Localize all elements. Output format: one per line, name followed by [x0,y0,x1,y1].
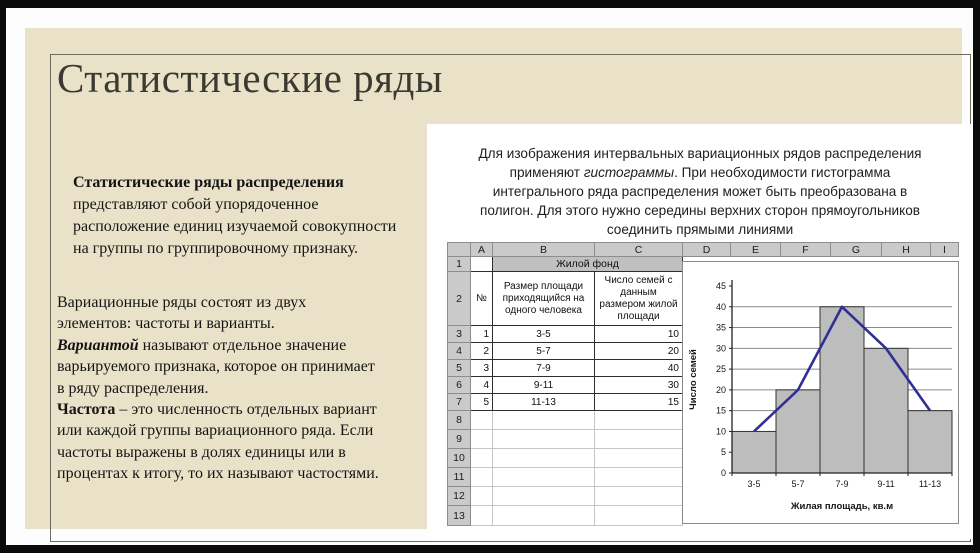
sheet-empty-cell [471,506,493,526]
sheet-empty-cell [493,430,595,449]
sheet-empty-cell [471,468,493,487]
sheet-cell [471,257,493,272]
sheet-row-header: 6 [448,377,471,394]
sheet-cell: 2 [471,343,493,360]
x-axis-title: Жилая площадь, кв.м [790,501,894,512]
sheet-cell: 11-13 [493,394,595,411]
sheet-empty-cell [471,449,493,468]
histogram-bar [864,348,908,473]
sheet-col-header: E [731,243,781,257]
text-line: процентах к итогу, то их называют частостями. [57,465,379,483]
text-line: Для изображения интервальных вариационных рядов распределения [478,146,922,161]
text-line: Статистические ряды распределения [73,174,344,191]
sheet-header-cell: Размер площади приходящийся на одного человека [493,272,595,326]
x-tick-label: 3-5 [747,479,761,489]
sheet-empty-cell [595,487,683,506]
text-line: частоты выражены в долях единицы или в [57,443,346,461]
x-tick-label: 9-11 [877,479,895,489]
x-tick-label: 7-9 [835,479,849,489]
text-line: Вариантой называют отдельное значение [57,336,347,354]
text-line: применяют гистограммы. При необходимости гистограмма [509,165,891,180]
sheet-col-header: G [831,243,882,257]
sheet-row-header: 13 [448,506,471,526]
sheet-empty-cell [471,430,493,449]
sheet-row-header: 4 [448,343,471,360]
sheet-cell: 5 [471,394,493,411]
sheet-row-header: 12 [448,487,471,506]
y-axis-title: Число семей [688,349,699,410]
sheet-header-cell: Число семей с данным размером жилой площади [595,272,683,326]
text-line: интегрального ряда распределения может быть преобразована в [492,184,908,199]
histogram-bar [820,307,864,473]
sheet-row-header: 11 [448,468,471,487]
y-tick-label: 30 [715,343,726,354]
x-tick-label: 11-13 [918,479,942,489]
x-tick-label: 5-7 [791,479,805,489]
sheet-cell: 15 [595,394,683,411]
sheet-title-cell: Жилой фонд [493,257,683,272]
text-line: элементов: частоты и варианты. [57,315,275,333]
sheet-cell: 7-9 [493,360,595,377]
sheet-row-header: 3 [448,326,471,343]
sheet-cell: 9-11 [493,377,595,394]
histogram-bar [732,431,776,473]
sheet-row-header: 5 [448,360,471,377]
y-tick-label: 0 [720,468,726,478]
sheet-empty-cell [493,487,595,506]
sheet-cell: 20 [595,343,683,360]
histogram-svg [683,262,958,523]
sheet-empty-cell [493,468,595,487]
histogram-bar [776,390,820,473]
sheet-cell: 40 [595,360,683,377]
text-line: или каждой группы вариационного ряда. Если [57,422,374,440]
y-tick-label: 5 [720,447,726,458]
sheet-empty-cell [595,449,683,468]
sheet-row-header: 10 [448,449,471,468]
sheet-cell: 10 [595,326,683,343]
y-tick-label: 35 [715,322,726,333]
text-line: на группы по группировочному признаку. [73,240,359,257]
y-tick-label: 10 [715,426,726,437]
sheet-empty-cell [493,506,595,526]
y-tick-label: 15 [715,405,726,416]
text-line: расположение единиц изучаемой совокупности [73,218,397,235]
sheet-col-header: I [931,243,959,257]
text-line: полигон. Для этого нужно середины верхних сторон прямоугольников [479,203,921,218]
histogram-bar [908,411,952,473]
y-tick-label: 25 [715,364,726,375]
variation-series-paragraph [57,292,477,485]
text-line: представляют собой упорядоченное [73,196,319,213]
y-tick-label: 45 [715,281,726,291]
definition-paragraph [73,172,463,260]
sheet-col-header: B [493,243,595,257]
sheet-cell: 30 [595,377,683,394]
slide [25,28,962,529]
sheet-row-header: 2 [448,272,471,326]
sheet-col-header: D [683,243,731,257]
page-background [6,8,973,545]
sheet-col-header: C [595,243,683,257]
sheet-cell: 3-5 [493,326,595,343]
histogram-chart [682,261,959,524]
sheet-empty-cell [471,487,493,506]
sheet-empty-cell [595,506,683,526]
text-line: в ряду распределения. [57,379,209,397]
sheet-empty-cell [493,411,595,430]
sheet-row-header: 9 [448,430,471,449]
sheet-empty-cell [471,411,493,430]
sheet-row-header: 8 [448,411,471,430]
sheet-empty-cell [493,449,595,468]
sheet-row-header: 7 [448,394,471,411]
y-tick-label: 20 [715,384,726,395]
sheet-corner [448,243,471,257]
sheet-row-header: 1 [448,257,471,272]
slide-title: Статистические ряды [57,55,443,101]
sheet-empty-cell [595,430,683,449]
sheet-col-header: A [471,243,493,257]
content-panel [427,124,973,539]
text-line: соединить прямыми линиями [606,222,794,237]
y-tick-label: 40 [715,301,726,312]
sheet-cell: 5-7 [493,343,595,360]
text-line: варьируемого признака, которое он принимает [57,358,375,376]
sheet-header-cell: № [471,272,493,326]
sheet-cell: 3 [471,360,493,377]
sheet-empty-cell [595,411,683,430]
sheet-col-header: F [781,243,831,257]
text-line: Частота – это численность отдельных вариант [57,401,377,419]
sheet-empty-cell [595,468,683,487]
sheet-col-header: H [882,243,931,257]
histogram-description [435,144,965,239]
sheet-cell: 4 [471,377,493,394]
text-line: Вариационные ряды состоят из двух [57,294,307,311]
sheet-cell: 1 [471,326,493,343]
